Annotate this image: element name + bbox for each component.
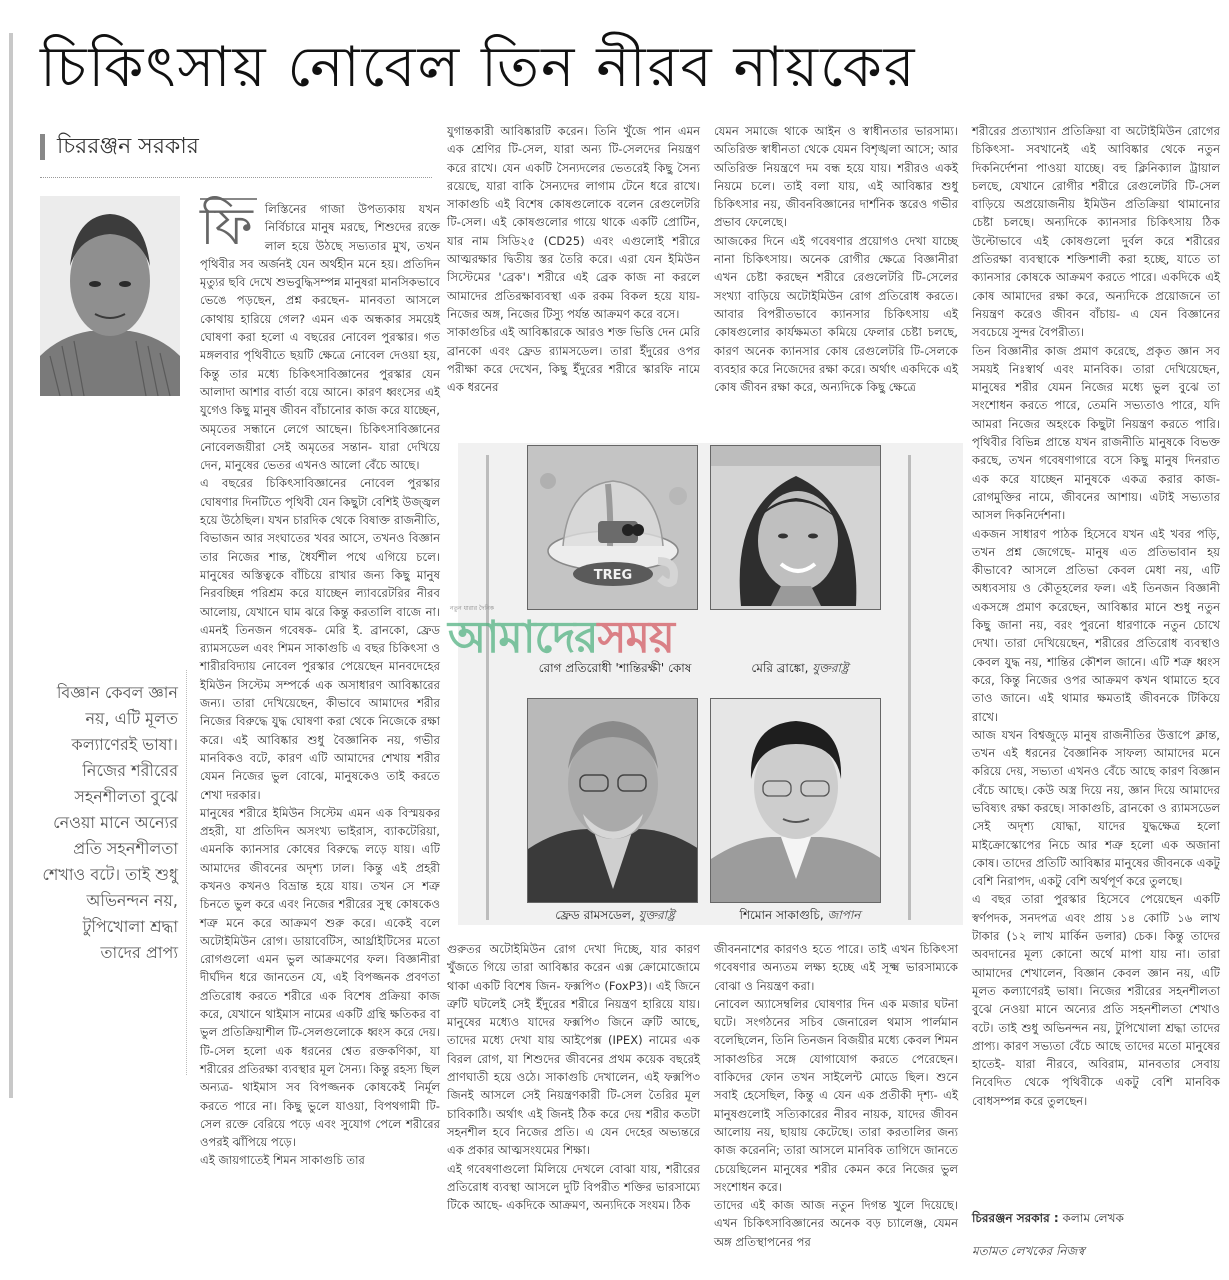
caption-mary-brunkow (705, 660, 895, 680)
paragraph: যেমন সমাজে থাকে আইন ও স্বাধীনতার ভারসাম্য। অতিরিক্ত স্বাধীনতা থেকে যেমন বিশৃঙ্খলা আসে; আর অতিরিক্ত নিয়ন্ত্রণে দম বন্ধ হয়ে যায়। শরীরও একই নিয়মে চলে। তাই বলা যায়, এই আবিষ্কার শুধু চিকিৎসার নয়, জীবনবিজ্ঞানের দার্শনিক স্তরেও গভীর প্রভাব ফেলেছে। (714, 124, 958, 230)
column-2-top (447, 122, 700, 396)
author-portrait-icon (40, 196, 180, 396)
author-name: চিররঞ্জন সরকার (57, 134, 199, 159)
caption-text: রোগ প্রতিরোধী 'শান্তিরক্ষী' কোষ (538, 661, 692, 675)
paragraph: এ বছরের চিকিৎসাবিজ্ঞানের নোবেল পুরস্কার ঘোষণার দিনটিতে পৃথিবী যেন কিছুটা বেশিই উজ্জ্বল হয়ে উঠেছিল। যখন চারদিক থেকে বিষাক্ত রাজনীতি, বিভাজন আর সংঘাতের খবর আসে, তখনও বিজ্ঞান তার নিজের শান্ত, ধৈর্যশীল পথে এগিয়ে চলে। মানুষের অস্তিত্বকে বাঁচিয়ে রাখার জন্য কিছু মানুষ নিরবচ্ছিন্ন পরিশ্রম করে যাচ্ছেন ল্যাবরেটরির নীরব আলোয়, যেখানে ঘাম ঝরে কিন্তু করতালি বাজে না। এমনই তিনজন গবেষক- মেরি ই. ব্রানকো, ফ্রেড র‍্যামসডেল এবং শিমন সাকাগুচি এ বছর চিকিৎসা ও শারীরবিদ্যায় নোবেল পুরস্কার পেয়েছেন মানবদেহের ইমিউন সিস্টেম সম্পর্কে এক অসাধারণ আবিষ্কারের জন্য। তারা দেখিয়েছেন, কীভাবে আমাদের শরীর নিজের বিরুদ্ধে যুদ্ধ ঘোষণা করা থেকে নিজেকে রক্ষা করে। এই আবিষ্কার শুধু বৈজ্ঞানিক নয়, গভীর মানবিকও বটে, কারণ এটি আমাদের শেখায় শরীর যেমন নিজের ভুল বোঝে, মানুষকেও তাই করতে শেখা দরকার। (200, 476, 440, 802)
portrait-woman-icon (711, 446, 881, 610)
dropcap: ফি (200, 198, 257, 254)
paragraph: এ বছর তারা পুরস্কার হিসেবে পেয়েছেন একটি স্বর্ণপদক, সনদপত্র এবং প্রায় ১৪ কোটি ১৬ লাখ টাকার (১২ লাখ মার্কিন ডলার) চেক। কিন্তু তাদের অবদানের মূল্য কোনো অর্থে মাপা যায় না। তারা আমাদের শেখালেন, বিজ্ঞান কেবল জ্ঞান নয়, এটি মূলত কল্যাণেরই ভাষা। নিজের শরীরের সহনশীলতা বুঝে নেওয়া মানে অন্যের প্রতি সহনশীলতা শেখাও বটে। তাই শুধু অভিনন্দন নয়, টুপিখোলা শ্রদ্ধা তাদের প্রাপ্য। কারণ সভ্যতা বেঁচে আছে তাদের মতো মানুষের হাতেই- যারা নীরবে, অবিরাম, মানবতার সেবায় নিবেদিত থেকে পৃথিবীকে একটু বেশি মানবিক বোধসম্পন্ন করে তুলছেন। (972, 892, 1220, 1108)
paragraph: আজ যখন বিশ্বজুড়ে মানুষ রাজনীতির উত্তাপে ক্লান্ত, তখন এই ধরনের বৈজ্ঞানিক সাফল্য আমাদের মনে করিয়ে দেয়, সভ্যতা এখনও বেঁচে আছে কারণ বিজ্ঞান বেঁচে আছে। কেউ অস্ত্র দিয়ে নয়, জ্ঞান দিয়ে আমাদের ভবিষ্যৎ রক্ষা করছে। সাকাগুচি, ব্রানকো ও র‍্যামসডেল সেই অদৃশ্য যোদ্ধা, যাদের যুদ্ধক্ষেত্র হলো মাইক্রোস্কোপের নিচে আর শত্রু হলো এক অজানা কোষ। তাদের প্রতিটি আবিষ্কার মানুষের জীবনকে একটু বেশি নিরাপদ, একটু বেশি অর্থপূর্ণ করে তুলছে। (972, 727, 1220, 889)
paragraph: সাকাগুচির এই আবিষ্কারকে আরও শক্ত ভিত্তি দেন মেরি ব্রানকো এবং ফ্রেড র‍্যামসডেল। তারা ইঁদুরের ওপর পরীক্ষা করে দেখেন, কিছু ইঁদুরের শরীরে স্কারফি নামে এক ধরনের (447, 325, 700, 395)
opinion-disclaimer: মতামত লেখকের নিজস্ব (972, 1244, 1085, 1258)
watermark-part-1: আমাদের (448, 612, 598, 663)
paragraph: লিস্তিনের গাজা উপত্যকায় যখন নির্বিচারে মানুষ মরছে, শিশুদের রক্তে লাল হয়ে উঠছে সভ্যতার মুখ, তখন পৃথিবীর সব অর্জনই যেন অর্থহীন মনে হয়। প্রতিদিন মৃত্যুর ছবি দেখে শুভবুদ্ধিসম্পন্ন মানুষরা মানসিকভাবে ভেঙে পড়ছেন, প্রশ্ন করছেন- মানবতা আসলে কোথায় হারিয়ে গেল? এমন এক অন্ধকার সময়েই ঘোষণা করা হলো এ বছরের নোবেল পুরস্কার। গত মঙ্গলবার পৃথিবীতে ছয়টি ক্ষেত্রে নোবেল দেওয়া হয়, কিন্তু তার মধ্যে চিকিৎসাবিজ্ঞানের পুরস্কার যেন আলাদা আশার বার্তা বয়ে আনে। কারণ ধ্বংসের এই যুগেও কিছু মানুষ জীবন বাঁচানোর কাজ করে যাচ্ছেন, অমৃতের সন্ধানে লেগে আছেন। চিকিৎসাবিজ্ঞানের নোবেলজয়ীরা সেই অমৃতের সন্তান- যারা দেখিয়ে দেন, মানুষের ভেতর এখনও আলো বেঁচে আছে। (200, 202, 440, 473)
paragraph: জীবননাশের কারণও হতে পারে। তাই এখন চিকিৎসা গবেষণার অন্যতম লক্ষ্য হচ্ছে এই সূক্ষ্ম ভারসাম্যকে বোঝা ও নিয়ন্ত্রণ করা। (714, 942, 958, 993)
treg-spaceship-icon (528, 446, 698, 610)
portrait-man-icon (711, 699, 881, 903)
paragraph: মানুষের শরীরে ইমিউন সিস্টেম এমন এক বিস্ময়কর প্রহরী, যা প্রতিদিন অসংখ্য ভাইরাস, ব্যাকটেরিয়া, এমনকি ক্যানসার কোষের বিরুদ্ধে লড়ে যায়। এটি আমাদের জীবনের অদৃশ্য ঢাল। কিন্তু এই প্রহরী কখনও কখনও বিভ্রান্ত হয়ে যায়। তখন সে শত্রু চিনতে ভুল করে এবং নিজের শরীরের সুস্থ কোষকেও শত্রু মনে করে আক্রমণ শুরু করে। একেই বলে অটোইমিউন রোগ। ডায়াবেটিস, আর্থ্রাইটিসের মতো রোগগুলো এমন ভুল আক্রমণের ফল। বিজ্ঞানীরা দীর্ঘদিন ধরে জানতেন যে, এই বিপজ্জনক প্রবণতা প্রতিরোধ করতে শরীরে এক বিশেষ প্রক্রিয়া কাজ করে, যেখানে থাইমাস নামের একটি গ্রন্থি ক্ষতিকর বা ভুল প্রতিক্রিয়াশীল টি-সেলগুলোকে ধ্বংস করে দেয়। টি-সেল হলো এক ধরনের শ্বেত রক্তকণিকা, যা শরীরের প্রতিরক্ষা ব্যবস্থার মূল সৈন্য। কিন্তু রহস্য ছিল অন্যত্র- থাইমাস সব বিপজ্জনক কোষকেই নির্মূল করতে পারে না। কিছু ভুলে যাওয়া, বিপথগামী টি-সেল রক্তে বেরিয়ে পড়ে এবং সুযোগ পেলে শরীরের ওপরই ঝাঁপিয়ে পড়ে। (200, 805, 440, 1150)
caption-fred-ramsdell (520, 907, 710, 927)
watermark-tagline: নতুন ধারার দৈনিক (450, 605, 494, 612)
portrait-man-glasses-icon (528, 699, 698, 903)
watermark-logo (448, 612, 674, 664)
photo-mary-brunkow (710, 445, 881, 610)
caption-name: মেরি ব্রাঙ্কো, (751, 661, 813, 675)
headline: চিকিৎসায় নোবেল তিন নীরব নায়কের (40, 35, 917, 100)
byline-divider (40, 177, 432, 178)
paragraph: একজন সাধারণ পাঠক হিসেবে যখন এই খবর পড়ি, তখন প্রশ্ন জেগেছে- মানুষ এত প্রতিভাবান হয় কীভাবে? আসলে প্রতিভা কেবল মেধা নয়, এটি অধ্যবসায় ও কৌতূহলের ফল। এই তিনজন বিজ্ঞানী একসঙ্গে প্রমাণ করেছেন, আবিষ্কার মানে শুধু নতুন কিছু জানা নয়, বরং পুরনো ধারণাকে নতুন চোখে দেখা। তারা দেখিয়েছেন, শরীরের প্রতিরোধ ব্যবস্থাও কেবল যুদ্ধ নয়, শান্তির কৌশল জানে। এটি শত্রু ধ্বংস করে, কিন্তু নিজের ওপর আক্রমণ কখন থামাতে হবে তাও জানে। এই থামার ক্ষমতাই জীবনকে টিকিয়ে রাখে। (972, 526, 1220, 724)
author-signoff (972, 1210, 1124, 1230)
photo-fred-ramsdell (527, 698, 698, 903)
signoff-name: চিররঞ্জন সরকার : (972, 1211, 1059, 1225)
column-1 (200, 197, 440, 1270)
column-2-bottom (447, 940, 700, 1214)
photo-panel-right-rule (908, 455, 911, 920)
column-3-top (714, 122, 958, 396)
paragraph: যুগান্তকারী আবিষ্কারটি করেন। তিনি খুঁজে পান এমন এক শ্রেণির টি-সেল, যারা অন্য টি-সেলদের নিয়ন্ত্রণ করে রাখে। যেন একটি সৈন্যদলের ভেতরেই কিছু সৈন্য রয়েছে, যারা বাকি সৈন্যদের লাগাম টেনে ধরে রাখে। সাকাগুচি এই বিশেষ কোষগুলোকে বলেন রেগুলেটরি টি-সেল। এই কোষগুলোর গায়ে থাকে একটি প্রোটিন, যার নাম সিডি২৫ (CD25) এবং এগুলোই শরীরে আত্মরক্ষার দ্বিতীয় স্তর তৈরি করে। এরা যেন ইমিউন সিস্টেমের 'ব্রেক'। শরীরে এই ব্রেক কাজ না করলে আমাদের প্রতিরক্ষাব্যবস্থা এক রকম বিকল হয়ে যায়- নিজের অঙ্গ, নিজের টিস্যু পর্যন্ত আক্রমণ করে বসে। (447, 124, 700, 321)
byline-bar (40, 134, 45, 160)
photo-shimon-sakaguchi (710, 698, 881, 903)
signoff-role: কলাম লেখক (1062, 1211, 1124, 1225)
caption-country: যুক্তরাষ্ট্র (638, 908, 675, 922)
caption-name: ফ্রেড রামসডেল, (555, 908, 639, 922)
author-photo (40, 196, 180, 396)
treg-illustration (527, 445, 698, 610)
paragraph: শরীরের প্রত্যাখ্যান প্রতিক্রিয়া বা অটোইমিউন রোগের চিকিৎসা- সবখানেই এই আবিষ্কার থেকে নতুন দিকনির্দেশনা পাওয়া যাচ্ছে। বহু ক্লিনিক্যাল ট্রায়াল চলছে, যেখানে রোগীর শরীরে রেগুলেটরি টি-সেল বাড়িয়ে অপ্রয়োজনীয় ইমিউন প্রতিক্রিয়া থামানোর চেষ্টা চলছে। অন্যদিকে ক্যানসার চিকিৎসায় ঠিক উল্টোভাবে এই কোষগুলো দুর্বল করে শরীরের প্রতিরক্ষা ব্যবস্থাকে শক্তিশালী করা হচ্ছে, যাতে তা ক্যানসার কোষকে আক্রমণ করতে পারে। একদিকে এই কোষ আমাদের রক্ষা করে, অন্যদিকে প্রয়োজনে তা নিয়ন্ত্রণ করেও জীবন বাঁচায়- এ যেন বিজ্ঞানের সবচেয়ে সুন্দর বৈপরীত্য। (972, 124, 1220, 340)
caption-treg (520, 660, 710, 680)
caption-shimon-sakaguchi (705, 907, 895, 927)
paragraph: নোবেল অ্যাসেম্বলির ঘোষণার দিন এক মজার ঘটনা ঘটে। সংগঠনের সচিব জেনারেল থমাস পার্লমান বলেছিলেন, তিনি তিনজন বিজয়ীর মধ্যে কেবল শিমন সাকাগুচির সঙ্গে যোগাযোগ করতে পেরেছেন। বাকিদের ফোন তখন সাইলেন্ট মোডে ছিল। শুনে সবাই হেসেছিল, কিন্তু এ যেন এক প্রতীকী দৃশ্য- এই মানুষগুলোই সত্যিকারের নীরব নায়ক, যাদের জীবন আলোয় নয়, ছায়ায় কেটেছে। তারা করতালির জন্য কাজ করেননি; তারা আসলে মানবিক তাগিদে জানতে চেয়েছিলেন মানুষের শরীর কেমন করে নিজের ভুল সংশোধন করে। (714, 996, 958, 1194)
paragraph: তিন বিজ্ঞানীর কাজ প্রমাণ করেছে, প্রকৃত জ্ঞান সব সময়ই নিঃস্বার্থ এবং মানবিক। তারা দেখিয়েছেন, মানুষের শরীর যেমন নিজের মধ্যে ভুল বুঝে তা সংশোধন করতে পারে, তেমনি সভ্যতাও পারে, যদি আমরা নিজের অহংকে কিছুটা নিয়ন্ত্রণ করতে পারি। পৃথিবীর বিভিন্ন প্রান্তে যখন রাজনীতি মানুষকে বিভক্ত করছে, তখন গবেষণাগারে বসে কিছু মানুষ দিনরাত এক করে যাচ্ছেন মানুষকে একত্র করার কাজ- রোগমুক্তির নামে, জীবনের আশায়। এটাই সভ্যতার আসল দিকনির্দেশনা। (972, 343, 1220, 523)
paragraph: এই গবেষণাগুলো মিলিয়ে দেখলে বোঝা যায়, শরীরের প্রতিরোধ ব্যবস্থা আসলে দুটি বিপরীত শক্তির ভারসাম্যে টিকে আছে- একদিকে আক্রমণ, অন্যদিকে সংযম। ঠিক (447, 1161, 700, 1213)
caption-country: জাপান (827, 908, 861, 922)
paragraph: তাদের এই কাজ আজ নতুন দিগন্ত খুলে দিয়েছে। এখন চিকিৎসাবিজ্ঞানের অনেক বড় চ্যালেঞ্জ, যেমন অঙ্গ প্রতিস্থাপনের পর (714, 1198, 958, 1249)
byline (40, 132, 199, 162)
photo-panel-left-rule (486, 455, 489, 920)
column-3-bottom (714, 940, 958, 1251)
paragraph: আজকের দিনে এই গবেষণার প্রয়োগও দেখা যাচ্ছে নানা চিকিৎসায়। অনেক রোগীর ক্ষেত্রে বিজ্ঞানীরা এখন চেষ্টা করছেন শরীরে রেগুলেটরি টি-সেলের সংখ্যা বাড়িয়ে অটোইমিউন রোগ প্রতিরোধ করতে। আবার বিপরীতভাবে ক্যানসার চিকিৎসায় এই কোষগুলোর কার্যক্ষমতা কমিয়ে ফেলার চেষ্টা চলছে, কারণ অনেক ক্যানসার কোষ রেগুলেটরি টি-সেলকে ব্যবহার করে নিজেদের রক্ষা করে। অর্থাৎ একদিকে এই কোষ জীবন রক্ষা করে, অন্যদিকে কিছু ক্ষেত্রে (714, 233, 958, 395)
paragraph: গুরুতর অটোইমিউন রোগ দেখা দিচ্ছে, যার কারণ খুঁজতে গিয়ে তারা আবিষ্কার করেন এক্স ক্রোমোজোমে থাকা একটি বিশেষ জিন- ফক্সপি৩ (FoxP3)। এই জিনে ত্রুটি ঘটলেই সেই ইঁদুরের শরীরে নিয়ন্ত্রণ হারিয়ে যায়। মানুষের মধ্যেও যাদের ফক্সপি৩ জিনে ত্রুটি আছে, তাদের মধ্যে দেখা যায় আইপেক্স (IPEX) নামের এক বিরল রোগ, যা শিশুদের জীবনের প্রথম কয়েক বছরেই প্রাণঘাতী হয়ে ওঠে। সাকাগুচি দেখালেন, এই ফক্সপি৩ জিনই আসলে সেই নিয়ন্ত্রণকারী টি-সেল তৈরির মূল চাবিকাঠি। অর্থাৎ এই জিনই ঠিক করে দেয় শরীর কতটা সহনশীল হবে নিজের প্রতি। এ যেন দেহের অভ্যন্তরে এক প্রকার আত্মসংযমের শিক্ষা। (447, 942, 700, 1158)
treg-label: TREG (593, 568, 633, 583)
page-left-rule (9, 33, 13, 1098)
paragraph: এই জায়গাতেই শিমন সাকাগুচি তার (200, 1153, 365, 1168)
column-4 (972, 122, 1220, 1110)
pullquote-divider (186, 670, 187, 1075)
caption-name: শিমোন সাকাগুচি, (739, 908, 828, 922)
pullquote: বিজ্ঞান কেবল জ্ঞান নয়, এটি মূলত কল্যাণেরই ভাষা। নিজের শরীরের সহনশীলতা বুঝে নেওয়া মানে অন্যের প্রতি সহনশীলতা শেখাও বটে। তাই শুধু অভিনন্দন নয়, টুপিখোলা শ্রদ্ধা তাদের প্রাপ্য (42, 683, 178, 962)
watermark-part-2: সময় (597, 612, 674, 663)
caption-country: যুক্তরাষ্ট্র (812, 661, 849, 675)
